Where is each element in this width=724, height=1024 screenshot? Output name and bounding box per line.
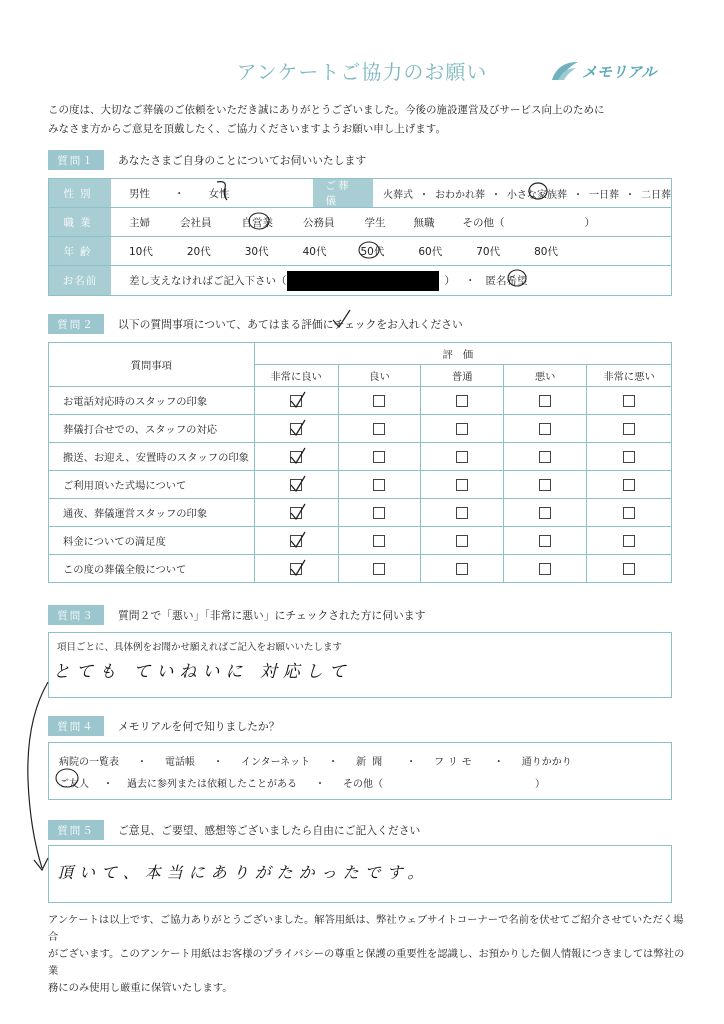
- rating-cell: [421, 527, 504, 555]
- source-newspaper[interactable]: 新聞: [356, 757, 389, 768]
- rating-checkbox[interactable]: [290, 451, 302, 463]
- rating-checkbox[interactable]: [539, 507, 551, 519]
- column-header-item: 質問事項: [49, 343, 255, 387]
- rating-checkbox[interactable]: [456, 479, 468, 491]
- age-30s[interactable]: 30代: [244, 245, 269, 258]
- rating-header: 悪い: [504, 365, 587, 387]
- rating-cell: [338, 527, 421, 555]
- q3-badge: 質問３: [48, 605, 104, 625]
- handwritten-check-icon: [330, 308, 352, 330]
- q5-text: ご意見、ご要望、感想等ございましたら自由にご記入ください: [118, 824, 421, 837]
- rating-cell: [421, 499, 504, 527]
- age-50s[interactable]: [361, 244, 385, 259]
- job-student[interactable]: 学生: [364, 216, 386, 229]
- rating-cell: [254, 499, 338, 527]
- rating-checkbox[interactable]: [456, 507, 468, 519]
- rating-checkbox[interactable]: [623, 451, 635, 463]
- rating-checkbox[interactable]: [373, 423, 385, 435]
- job-selfemployed[interactable]: [242, 215, 274, 230]
- handwritten-circle-icon: [506, 267, 528, 289]
- intro-line-1: この度は、大切なご葬儀のご依頼をいただき誠にありがとうございました。今後の施設運営及びサービス向上のために: [48, 104, 605, 116]
- evaluation-row: [49, 555, 672, 583]
- rating-checkbox[interactable]: [373, 535, 385, 547]
- age-40s[interactable]: 40代: [302, 245, 327, 258]
- source-phonebook[interactable]: 電話帳: [165, 757, 195, 768]
- q2-text: 以下の質問事項について、あてはまる評価にチェックをお入れください: [118, 318, 463, 331]
- age-80s[interactable]: 80代: [534, 245, 558, 258]
- evaluation-item-label: 葬儀打合せでの、スタッフの対応: [49, 415, 255, 443]
- separator: ・: [573, 189, 583, 201]
- job-label: 職業: [49, 208, 111, 236]
- page-title: アンケートご協力のお願い: [236, 60, 488, 84]
- funeral-twoday[interactable]: 二日葬: [641, 189, 671, 201]
- q3-handwritten-answer: とても ていねいに 対応して: [53, 662, 352, 682]
- evaluation-row: [49, 387, 672, 415]
- gender-male[interactable]: 男性: [129, 187, 150, 200]
- q2-badge: 質問２: [48, 314, 104, 334]
- age-row: [49, 237, 671, 266]
- evaluation-item-label: この度の葬儀全般について: [49, 555, 255, 583]
- source-past-attendance[interactable]: 過去に参列または依頼したことがある: [127, 779, 297, 790]
- name-row: [49, 266, 671, 295]
- job-civilservant[interactable]: 公務員: [303, 216, 335, 229]
- rating-cell: [587, 555, 672, 583]
- rating-cell: [504, 415, 587, 443]
- gender-label: 性別: [49, 179, 111, 207]
- q3-answer-box[interactable]: [48, 632, 672, 698]
- handwritten-check-icon: [289, 418, 307, 438]
- q5-handwritten-answer: 頂いて、本当にありがたかったです。: [57, 863, 430, 882]
- handwritten-check-icon: [289, 446, 307, 466]
- rating-header: 非常に良い: [254, 365, 338, 387]
- evaluation-row: [49, 443, 672, 471]
- handwritten-circle-icon: [357, 240, 381, 260]
- evaluation-item-label: 料金についての満足度: [49, 527, 255, 555]
- separator: ・: [465, 275, 476, 287]
- rating-checkbox[interactable]: [456, 451, 468, 463]
- rating-cell: [338, 415, 421, 443]
- rating-checkbox[interactable]: [539, 395, 551, 407]
- age-70s[interactable]: 70代: [476, 245, 501, 258]
- column-header-eval: 評価: [254, 343, 671, 365]
- funeral-oneday[interactable]: 一日葬: [589, 189, 619, 201]
- q4-row-2: [59, 775, 545, 790]
- rating-cell: [421, 415, 504, 443]
- rating-checkbox[interactable]: [623, 507, 635, 519]
- rating-cell: [338, 555, 421, 583]
- q1-text: あなたさまご自身のことについてお伺いいたします: [118, 154, 367, 167]
- funeral-family[interactable]: [507, 186, 567, 201]
- handwritten-check-icon: [289, 390, 307, 410]
- evaluation-row: [49, 527, 672, 555]
- rating-cell: [338, 471, 421, 499]
- funeral-kasou[interactable]: 火葬式: [383, 189, 413, 201]
- rating-cell: [338, 387, 421, 415]
- separator: ・: [315, 779, 325, 790]
- logo-text: メモリアル: [582, 62, 657, 81]
- rating-cell: [254, 415, 338, 443]
- rating-checkbox[interactable]: [623, 563, 635, 575]
- q1-badge: 質問１: [48, 150, 104, 170]
- q5-answer-box[interactable]: [48, 845, 672, 903]
- handwritten-check-icon: [289, 502, 307, 522]
- handwritten-circle-icon: [527, 180, 549, 202]
- rating-checkbox[interactable]: [456, 535, 468, 547]
- rating-checkbox[interactable]: [539, 563, 551, 575]
- funeral-owakare[interactable]: おわかれ葬: [435, 189, 485, 201]
- rating-checkbox[interactable]: [373, 395, 385, 407]
- rating-checkbox[interactable]: [623, 479, 635, 491]
- rating-checkbox[interactable]: [373, 451, 385, 463]
- age-label: 年齢: [49, 237, 111, 265]
- rating-checkbox[interactable]: [290, 535, 302, 547]
- age-10s[interactable]: 10代: [129, 245, 153, 258]
- gender-row: [49, 179, 671, 208]
- q4-row-1: [59, 753, 572, 768]
- rating-cell: [587, 471, 672, 499]
- rating-checkbox[interactable]: [290, 507, 302, 519]
- rating-cell: [254, 443, 338, 471]
- rating-cell: [504, 471, 587, 499]
- separator: ・: [491, 189, 501, 201]
- separator: ・: [406, 757, 417, 768]
- gender-female[interactable]: [209, 186, 230, 201]
- handwritten-check-icon: [289, 530, 307, 550]
- job-other[interactable]: その他（: [462, 216, 505, 229]
- name-label: お名前: [49, 266, 111, 295]
- age-20s[interactable]: 20代: [186, 245, 211, 258]
- redacted-name: [287, 271, 439, 291]
- evaluation-row: [49, 499, 672, 527]
- rating-checkbox[interactable]: [290, 563, 302, 575]
- evaluation-item-label: ご利用頂いた式場について: [49, 471, 255, 499]
- rating-checkbox[interactable]: [456, 423, 468, 435]
- rating-cell: [504, 443, 587, 471]
- name-close: ）: [444, 275, 455, 287]
- rating-checkbox[interactable]: [539, 479, 551, 491]
- name-instruction: 差し支えなければご記入下さい（: [129, 275, 287, 287]
- evaluation-row: [49, 471, 672, 499]
- rating-cell: [254, 555, 338, 583]
- rating-checkbox[interactable]: [290, 395, 302, 407]
- job-selfemployed-label: 自営業: [241, 216, 273, 229]
- source-internet[interactable]: インターネット: [241, 757, 311, 768]
- q4-text: メモリアルを何で知りましたか？: [118, 720, 280, 733]
- footer-line-2: がございます。このアンケート用紙はお客様のプライバシーの尊重と保護の重要性を認識し、お預かりした個人情報につきましては弊社の業: [48, 948, 685, 977]
- q4-badge: 質問４: [48, 716, 104, 736]
- rating-checkbox[interactable]: [290, 423, 302, 435]
- source-friend-label: ご友人: [59, 779, 89, 790]
- separator: ・: [213, 757, 223, 768]
- separator: ・: [328, 757, 339, 768]
- source-friend[interactable]: [59, 775, 89, 790]
- job-housewife[interactable]: 主婦: [129, 216, 150, 229]
- handwritten-check-icon: [289, 558, 307, 578]
- funeral-family-label: 小さな家族葬: [507, 189, 567, 201]
- footer-text: [48, 912, 688, 997]
- job-unemployed[interactable]: 無職: [413, 216, 435, 229]
- job-row: [49, 208, 671, 237]
- rating-cell: [587, 443, 672, 471]
- source-other-close: ）: [535, 779, 545, 790]
- separator: ・: [174, 187, 185, 200]
- rating-cell: [421, 387, 504, 415]
- rating-cell: [504, 499, 587, 527]
- source-hospital-list[interactable]: 病院の一覧表: [59, 757, 119, 768]
- footer-line-3: 務にのみ使用し厳重に保管いたします。: [48, 982, 233, 994]
- q4-options-box: [48, 742, 672, 800]
- handwritten-arrow-icon: [20, 680, 60, 880]
- rating-checkbox[interactable]: [456, 395, 468, 407]
- rating-checkbox[interactable]: [539, 423, 551, 435]
- q5-badge: 質問５: [48, 820, 104, 840]
- rating-cell: [504, 555, 587, 583]
- rating-checkbox[interactable]: [290, 479, 302, 491]
- leaf-logo-icon: [550, 60, 580, 82]
- rating-cell: [338, 499, 421, 527]
- rating-header: 非常に悪い: [587, 365, 672, 387]
- gender-female-label: 女性: [208, 187, 230, 200]
- footer-line-1: アンケートは以上です、ご協力ありがとうございました。解答用紙は、弊社ウェブサイトコーナーで名前を伏せてご紹介させていただく場合: [48, 914, 684, 943]
- rating-cell: [587, 415, 672, 443]
- source-passing-by[interactable]: 通りかかり: [521, 757, 572, 768]
- profile-table: [48, 178, 672, 296]
- company-logo: [550, 58, 670, 84]
- evaluation-item-label: 通夜、葬儀運営スタッフの印象: [49, 499, 255, 527]
- rating-checkbox[interactable]: [623, 423, 635, 435]
- rating-checkbox[interactable]: [623, 395, 635, 407]
- funeral-label: ご葬儀: [313, 179, 373, 207]
- handwritten-circle-icon: [246, 211, 272, 231]
- rating-cell: [421, 555, 504, 583]
- separator: ・: [103, 779, 113, 790]
- handwritten-mark-icon: [213, 178, 233, 202]
- rating-cell: [254, 387, 338, 415]
- separator: ・: [625, 189, 635, 201]
- separator: ・: [137, 757, 147, 768]
- rating-header: 普通: [421, 365, 504, 387]
- rating-checkbox[interactable]: [539, 535, 551, 547]
- source-furimo[interactable]: フリモ: [434, 757, 476, 768]
- rating-checkbox[interactable]: [456, 563, 468, 575]
- rating-cell: [338, 443, 421, 471]
- rating-checkbox[interactable]: [539, 451, 551, 463]
- separator: ・: [419, 189, 429, 201]
- evaluation-row: [49, 415, 672, 443]
- evaluation-table: [48, 342, 672, 583]
- rating-cell: [587, 499, 672, 527]
- intro-line-2: みなさま方からご意見を頂戴したく、ご協力くださいますようお願い申し上げます。: [48, 123, 446, 135]
- rating-checkbox[interactable]: [373, 479, 385, 491]
- rating-cell: [504, 527, 587, 555]
- rating-cell: [254, 527, 338, 555]
- q3-text: 質問２で「悪い」「非常に悪い」にチェックされた方に伺います: [118, 609, 426, 622]
- rating-checkbox[interactable]: [373, 563, 385, 575]
- rating-cell: [587, 527, 672, 555]
- rating-cell: [421, 443, 504, 471]
- rating-cell: [587, 387, 672, 415]
- rating-cell: [254, 471, 338, 499]
- evaluation-item-label: お電話対応時のスタッフの印象: [49, 387, 255, 415]
- age-50s-label: 50代: [360, 245, 385, 258]
- rating-cell: [421, 471, 504, 499]
- job-other-close: ）: [584, 216, 595, 229]
- rating-header: 良い: [338, 365, 421, 387]
- rating-cell: [504, 387, 587, 415]
- evaluation-item-label: 搬送、お迎え、安置時のスタッフの印象: [49, 443, 255, 471]
- rating-checkbox[interactable]: [373, 507, 385, 519]
- anonymous-label: 匿名希望: [485, 275, 528, 287]
- rating-checkbox[interactable]: [623, 535, 635, 547]
- intro-text: [48, 101, 688, 139]
- separator: ・: [493, 757, 504, 768]
- age-60s[interactable]: 60代: [418, 245, 443, 258]
- job-employee[interactable]: 会社員: [180, 216, 212, 229]
- source-other[interactable]: その他（: [343, 779, 383, 790]
- q3-hint: 項目ごとに、具体例をお聞かせ願えればご記入をお願いいたします: [57, 642, 343, 653]
- anonymous-option[interactable]: [486, 273, 528, 288]
- handwritten-check-icon: [289, 474, 307, 494]
